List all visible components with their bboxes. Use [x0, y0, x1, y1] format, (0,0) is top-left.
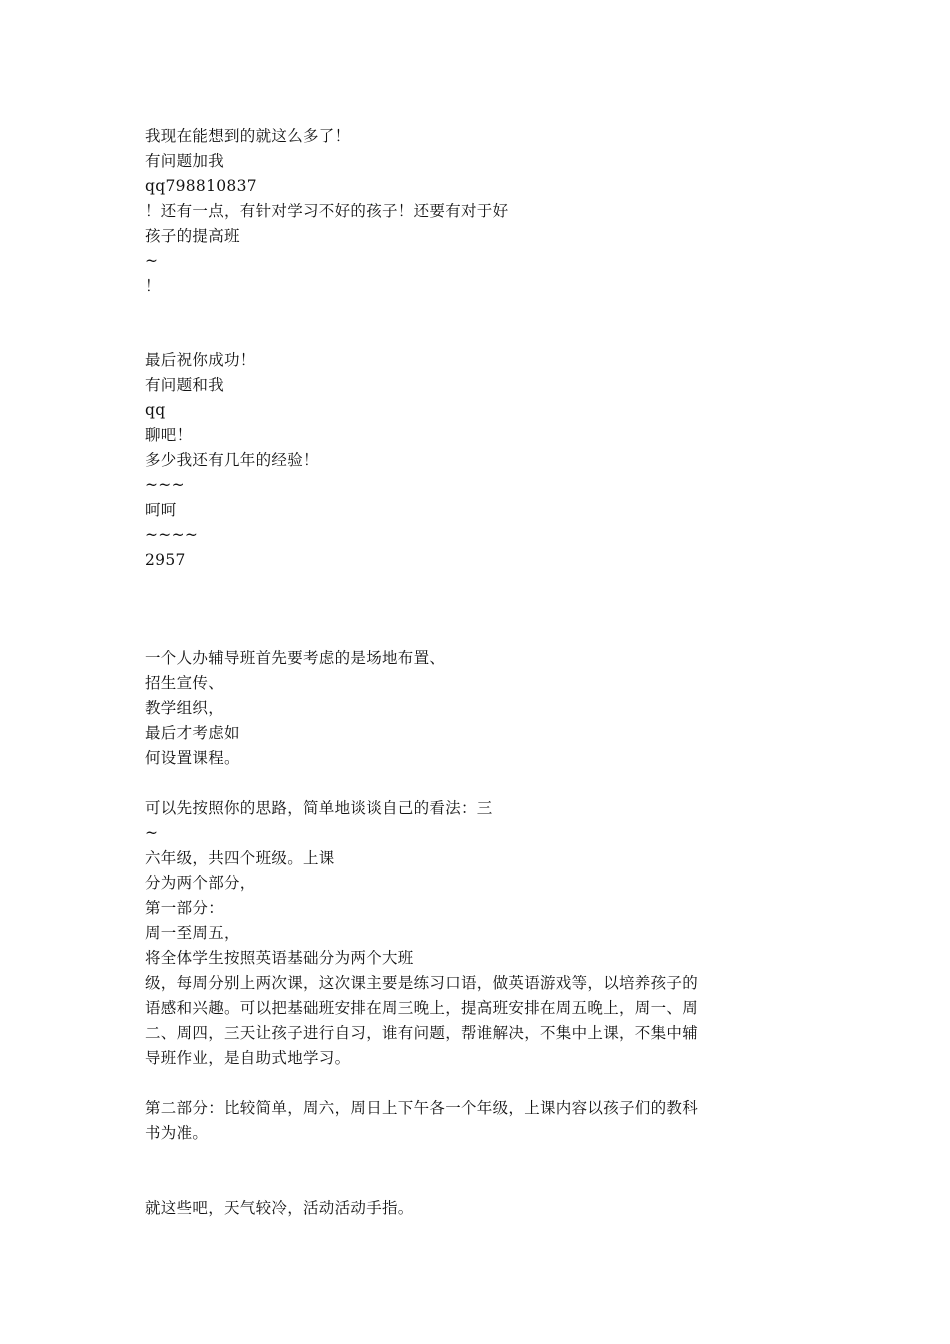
text-line: 最后祝你成功！ — [145, 351, 256, 369]
text-line: 分为两个部分， — [145, 874, 256, 892]
text-line: ！ — [145, 277, 161, 295]
text-line: 语感和兴趣。可以把基础班安排在周三晚上，提高班安排在周五晚上，周一、周 — [145, 999, 699, 1017]
text-line: 二、周四，三天让孩子进行自习，谁有问题，帮谁解决，不集中上课，不集中辅 — [145, 1024, 699, 1042]
text-line: qq798810837 — [145, 177, 257, 195]
text-line: 导班作业，是自助式地学习。 — [145, 1049, 351, 1067]
text-line: 就这些吧，天气较冷，活动活动手指。 — [145, 1199, 414, 1217]
text-line: 级，每周分别上两次课，这次课主要是练习口语，做英语游戏等，以培养孩子的 — [145, 974, 699, 992]
text-line: ~~~~ — [145, 526, 199, 544]
text-line: ~~~ — [145, 476, 185, 494]
text-line: ~ — [145, 824, 159, 842]
text-line: 何设置课程。 — [145, 749, 240, 767]
text-line: 孩子的提高班 — [145, 227, 240, 245]
text-line: ！还有一点，有针对学习不好的孩子！还要有对于好 — [145, 202, 509, 220]
text-line: ~ — [145, 252, 159, 270]
text-line: 呵呵 — [145, 501, 177, 519]
text-line: 六年级，共四个班级。上课 — [145, 849, 335, 867]
text-line: 将全体学生按照英语基础分为两个大班 — [145, 949, 414, 967]
text-line: 教学组织， — [145, 699, 225, 717]
text-line: 招生宣传、 — [145, 674, 225, 692]
text-line: 书为准。 — [145, 1124, 209, 1142]
text-line: 一个人办辅导班首先要考虑的是场地布置、 — [145, 649, 446, 667]
text-line: 第一部分： — [145, 899, 225, 917]
text-line: 多少我还有几年的经验！ — [145, 451, 319, 469]
text-line: 最后才考虑如 — [145, 724, 240, 742]
text-line: 2957 — [145, 551, 186, 569]
text-line: 我现在能想到的就这么多了！ — [145, 127, 351, 145]
text-line: 周一至周五， — [145, 924, 240, 942]
text-line: 有问题和我 — [145, 376, 225, 394]
text-line: 第二部分：比较简单，周六，周日上下午各一个年级，上课内容以孩子们的教科 — [145, 1099, 699, 1117]
text-line: 聊吧！ — [145, 426, 193, 444]
text-line: 有问题加我 — [145, 152, 225, 170]
text-line: 可以先按照你的思路，简单地谈谈自己的看法：三 — [145, 799, 493, 817]
text-line: qq — [145, 401, 166, 419]
